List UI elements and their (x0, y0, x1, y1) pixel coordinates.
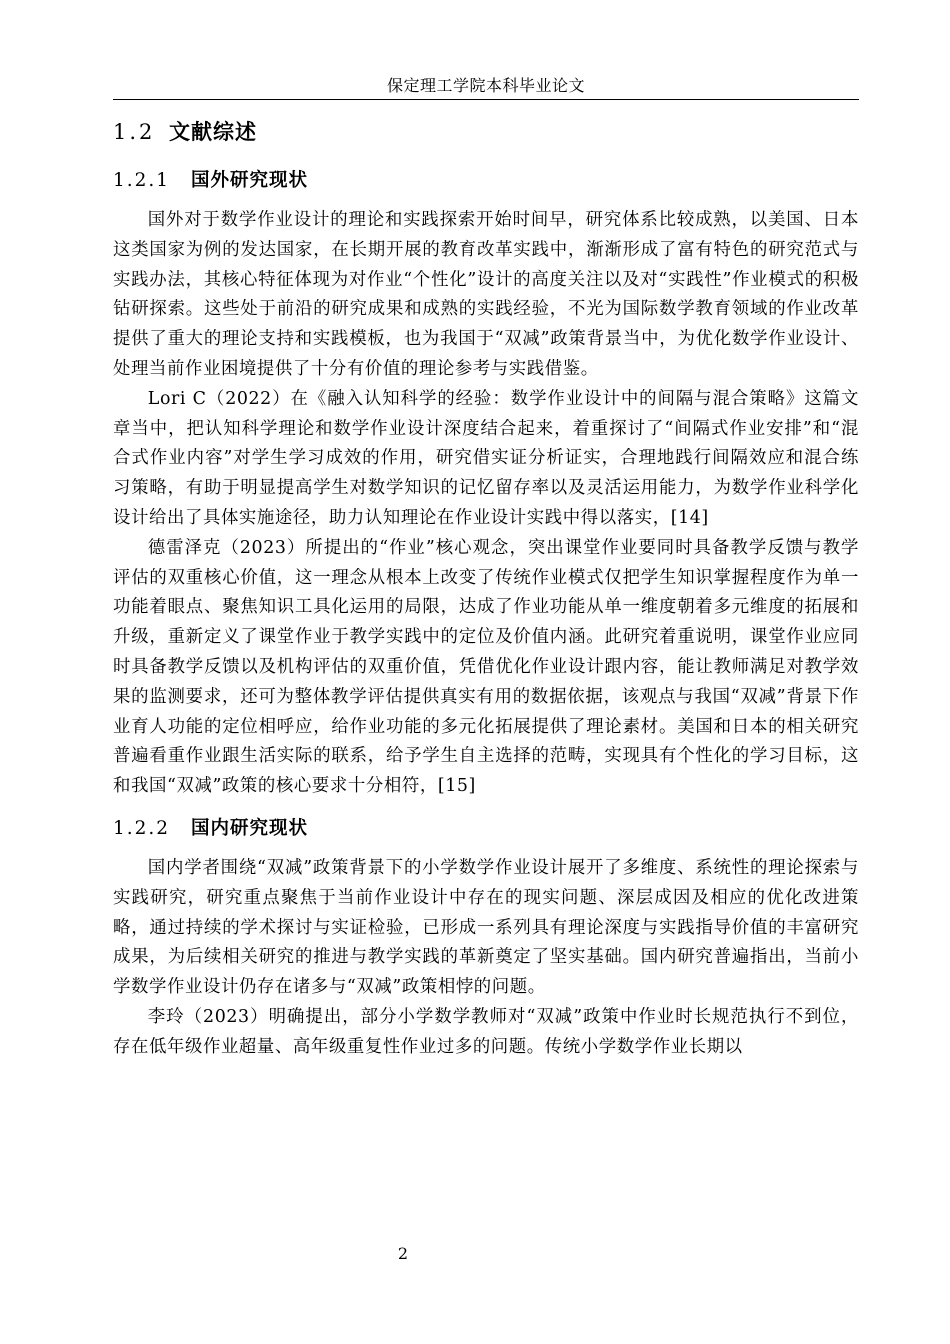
spacer (113, 802, 859, 812)
section-heading-1-2 (113, 115, 859, 149)
spacer (113, 846, 859, 854)
subsection-heading-1-2-2 (113, 812, 859, 846)
section-title: 文献综述 (169, 120, 257, 144)
section-number: 1.2 (113, 120, 156, 144)
paragraph-lori-c: Lori C（2022）在《融入认知科学的经验：数学作业设计中的间隔与混合策略》这篇文章当中，把认知科学理论和数学作业设计深度结合起来，着重探讨了“间隔式作业安排”和“混合式作业内容”对学生学习成效的作用，研究借实证分析证实，合理地践行间隔效应和混合练习策略，有助于明显提高学生对数学知识的记忆留存率以及灵活运用能力，为数学作业科学化设计给出了具体实施途径，助力认知理论在作业设计实践中得以落实，[14] (113, 388, 859, 528)
paragraph-foreign-overview: 国外对于数学作业设计的理论和实践探索开始时间早，研究体系比较成熟，以美国、日本这类国家为例的发达国家，在长期开展的教育改革实践中，渐渐形成了富有特色的研究范式与实践办法，其核心特征体现为对作业“个性化”设计的高度关注以及对“实践性”作业模式的积极钻研探索。这些处于前沿的研究成果和成熟的实践经验，不光为国际数学教育领域的作业改革提供了重大的理论支持和实践模板，也为我国于“双减”政策背景当中，为优化数学作业设计、处理当前作业困境提供了十分有价值的理论参考与实践借鉴。 (113, 210, 859, 379)
subsection-heading-1-2-1 (113, 164, 859, 198)
subsection-number: 1.2.1 (113, 170, 171, 191)
subsection-title: 国外研究现状 (191, 170, 309, 191)
page-content (113, 115, 859, 1063)
header-rule (113, 99, 859, 100)
paragraph-domestic-overview: 国内学者围绕“双减”政策背景下的小学数学作业设计展开了多维度、系统性的理论探索与实践研究，研究重点聚焦于当前作业设计中存在的现实问题、深层成因及相应的优化改进策略，通过持续的学术探讨与实证检验，已形成一系列具有理论深度与实践指导价值的丰富研究成果，为后续相关研究的推进与教学实践的革新奠定了坚实基础。国内研究普遍指出，当前小学数学作业设计仍存在诸多与“双减”政策相悖的问题。 (113, 857, 859, 998)
page-number: 2 (397, 1244, 409, 1263)
spacer (113, 198, 859, 206)
paragraph-drezek: 德雷泽克（2023）所提出的“作业”核心观念，突出课堂作业要同时具备教学反馈与教学评估的双重核心价值，这一理念从根本上改变了传统作业模式仅把学生知识掌握程度作为单一功能着眼点、聚焦知识工具化运用的局限，达成了作业功能从单一维度朝着多元维度的拓展和升级，重新定义了课堂作业于教学实践中的定位及价值内涵。此研究着重说明，课堂作业应同时具备教学反馈以及机构评估的双重价值，凭借优化作业设计跟内容，能让教师满足对教学效果的监测要求，还可为整体教学评估提供真实有用的数据依据，该观点与我国“双减”背景下作业育人功能的定位相呼应，给作业功能的多元化拓展提供了理论素材。美国和日本的相关研究普遍看重作业跟生活实际的联系，给予学生自主选择的范畴，实现具有个性化的学习目标，这和我国“双减”政策的核心要求十分相符，[15] (113, 537, 859, 797)
subsection-title: 国内研究现状 (191, 817, 309, 839)
subsection-number: 1.2.2 (113, 817, 171, 839)
paragraph-li-ling: 李玲（2023）明确提出，部分小学数学教师对“双减”政策中作业时长规范执行不到位，存在低年级作业超量、高年级重复性作业过多的问题。传统小学数学作业长期以 (113, 1006, 859, 1057)
running-header: 保定理工学院本科毕业论文 (386, 76, 585, 95)
spacer (113, 149, 859, 164)
